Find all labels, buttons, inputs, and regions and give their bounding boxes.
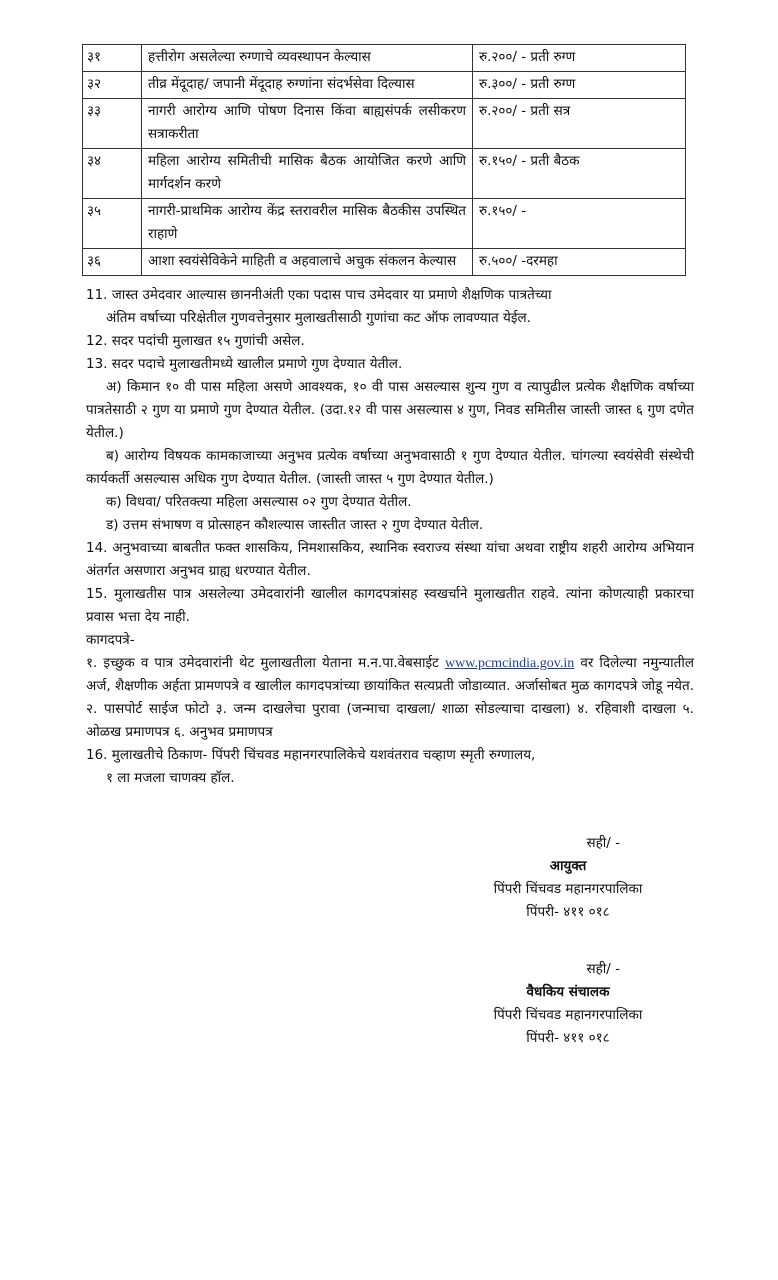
- clause-11-continued: अंतिम वर्षाच्या परिक्षेतील गुणवत्तेनुसार मुलाखतीसाठी गुणांचा कट ऑफ लावण्यात येईल.: [106, 310, 531, 326]
- row-rate: रु.५००/ -दरमहा: [473, 249, 686, 276]
- clause-13-d: ड) उत्तम संभाषण व प्रोत्साहन कौशल्यास जास्तीत जास्त २ गुण देण्यात येतील.: [106, 517, 484, 533]
- website-link[interactable]: www.pcmcindia.gov.in: [445, 656, 575, 671]
- row-rate: रु.३००/ - प्रती रुग्ण: [473, 72, 686, 99]
- documents-text-end: वर दिलेल्या नमुन्यातील अर्ज, शैक्षणीक अर्हता प्रामणपत्रे व खालील कागदपत्रांच्या छायांकित सत्यप्रती जोडाव्यात. अर्जासोबत मुळ कागदपत्रे जोडू नयेत. २. पासपोर्ट साईज फोटो ३. जन्म दाखलेचा पुरावा (जन्माचा दाखला/ शाळा सोडल्याचा दाखला) ४. रहिवाशी दाखला ५. ओळख प्रमाणपत्र ६. अनुभव प्रमाणपत्र: [86, 655, 695, 740]
- row-number: ३१: [83, 45, 142, 72]
- clause-13: 13. सदर पदाचे मुलाखतीमध्ये खालील प्रमाणे गुण देण्यात येतील.: [86, 356, 403, 372]
- clause-15: 15. मुलाखतीस पात्र असलेल्या उमेदवारांनी खालील कागदपत्रांसह स्वखर्चाने मुलाखतीत राहवे. त्यांना कोणत्याही प्रकारचा प्रवास भत्ता देय नाही.: [86, 586, 694, 625]
- clause-11: 11. जास्त उमेदवार आल्यास छाननीअंती एका पदास पाच उमेदवार या प्रमाणे शैक्षणिक पात्रतेच्या: [86, 287, 552, 303]
- incentive-rates-table: [82, 44, 686, 276]
- row-number: ३५: [83, 199, 142, 249]
- signatory-address: पिंपरी- ४११ ०१८: [526, 1030, 610, 1046]
- row-description: महिला आरोग्य समितीची मासिक बैठक आयोजित करणे आणि मार्गदर्शन करणे: [142, 149, 473, 199]
- clause-13-b: ब) आरोग्य विषयक कामकाजाच्या अनुभव प्रत्येक वर्षाच्या अनुभवासाठी १ गुण देण्यात येतील. चांगल्या स्वयंसेवी संस्थेची कार्यकर्ती असल्यास अधिक गुण देण्यात येतील. (जास्ती जास्त ५ गुण देण्यात येतील.): [86, 448, 694, 487]
- table-row: [83, 249, 686, 276]
- documents-heading: कागदपत्रे-: [86, 632, 135, 648]
- documents-list: [86, 652, 694, 744]
- clause-16-continued: १ ला मजला चाणक्य हॉल.: [106, 770, 235, 786]
- signatory-organization: पिंपरी चिंचवड महानगरपालिका: [493, 881, 643, 897]
- row-description: नागरी-प्राथमिक आरोग्य केंद्र स्तरावरील मासिक बैठकीस उपस्थित राहाणे: [142, 199, 473, 249]
- row-rate: रु.२००/ - प्रती सत्र: [473, 99, 686, 149]
- clause-14: 14. अनुभवाच्या बाबतीत फक्त शासकिय, निमशासकिय, स्थानिक स्वराज्य संस्था यांचा अथवा राष्ट्रीय शहरी आरोग्य अभियान अंतर्गत असणारा अनुभव ग्राह्य धरण्यात येतील.: [86, 540, 694, 579]
- clause-12: 12. सदर पदांची मुलाखत १५ गुणांची असेल.: [86, 333, 305, 349]
- signature-block-commissioner: [438, 832, 698, 924]
- row-description: नागरी आरोग्य आणि पोषण दिनास किंवा बाह्यसंपर्क लसीकरण सत्राकरीता: [142, 99, 473, 149]
- row-number: ३२: [83, 72, 142, 99]
- documents-text-start: १. इच्छुक व पात्र उमेदवारांनी थेट मुलाखतीला येताना म.न.पा.वेबसाईट: [86, 655, 439, 671]
- row-number: ३३: [83, 99, 142, 149]
- row-rate: रु.१५०/ -: [473, 199, 686, 249]
- signed-mark: सही/ -: [586, 961, 620, 977]
- row-description: आशा स्वयंसेविकेने माहिती व अहवालाचे अचुक संकलन केल्यास: [142, 249, 473, 276]
- table-row: [83, 72, 686, 99]
- row-rate: रु.१५०/ - प्रती बैठक: [473, 149, 686, 199]
- clause-13-c: क) विधवा/ परितक्त्या महिला असल्यास ०२ गुण देण्यात येतील.: [106, 494, 412, 510]
- row-description: हत्तीरोग असलेल्या रुग्णाचे व्यवस्थापन केल्यास: [142, 45, 473, 72]
- table-row: [83, 149, 686, 199]
- row-number: ३६: [83, 249, 142, 276]
- notice-body: [86, 284, 694, 790]
- signatory-title: आयुक्त: [549, 858, 587, 874]
- signature-block-medical-director: [438, 958, 698, 1050]
- signatory-title: वैधकिय संचालक: [526, 984, 610, 1000]
- row-description: तीव्र मेंदूदाह/ जपानी मेंदूदाह रुग्णांना संदर्भसेवा दिल्यास: [142, 72, 473, 99]
- signatory-organization: पिंपरी चिंचवड महानगरपालिका: [493, 1007, 643, 1023]
- table-row: [83, 45, 686, 72]
- table-row: [83, 199, 686, 249]
- signed-mark: सही/ -: [586, 835, 620, 851]
- row-number: ३४: [83, 149, 142, 199]
- clause-16: 16. मुलाखतीचे ठिकाण- पिंपरी चिंचवड महानगरपालिकेचे यशवंतराव चव्हाण स्मृती रुग्णालय,: [86, 747, 536, 763]
- clause-13-a: अ) किमान १० वी पास महिला असणे आवश्यक, १० वी पास असल्यास शुन्य गुण व त्यापुढील प्रत्येक शैक्षणिक वर्षाच्या पात्रतेसाठी २ गुण या प्रमाणे गुण देण्यात येतील. (उदा.१२ वी पास असल्यास ४ गुण, निवड समितीस जास्ती जास्त ६ गुण दणेत येतील.): [86, 379, 694, 441]
- row-rate: रु.२००/ - प्रती रुग्ण: [473, 45, 686, 72]
- signatory-address: पिंपरी- ४११ ०१८: [526, 904, 610, 920]
- table-row: [83, 99, 686, 149]
